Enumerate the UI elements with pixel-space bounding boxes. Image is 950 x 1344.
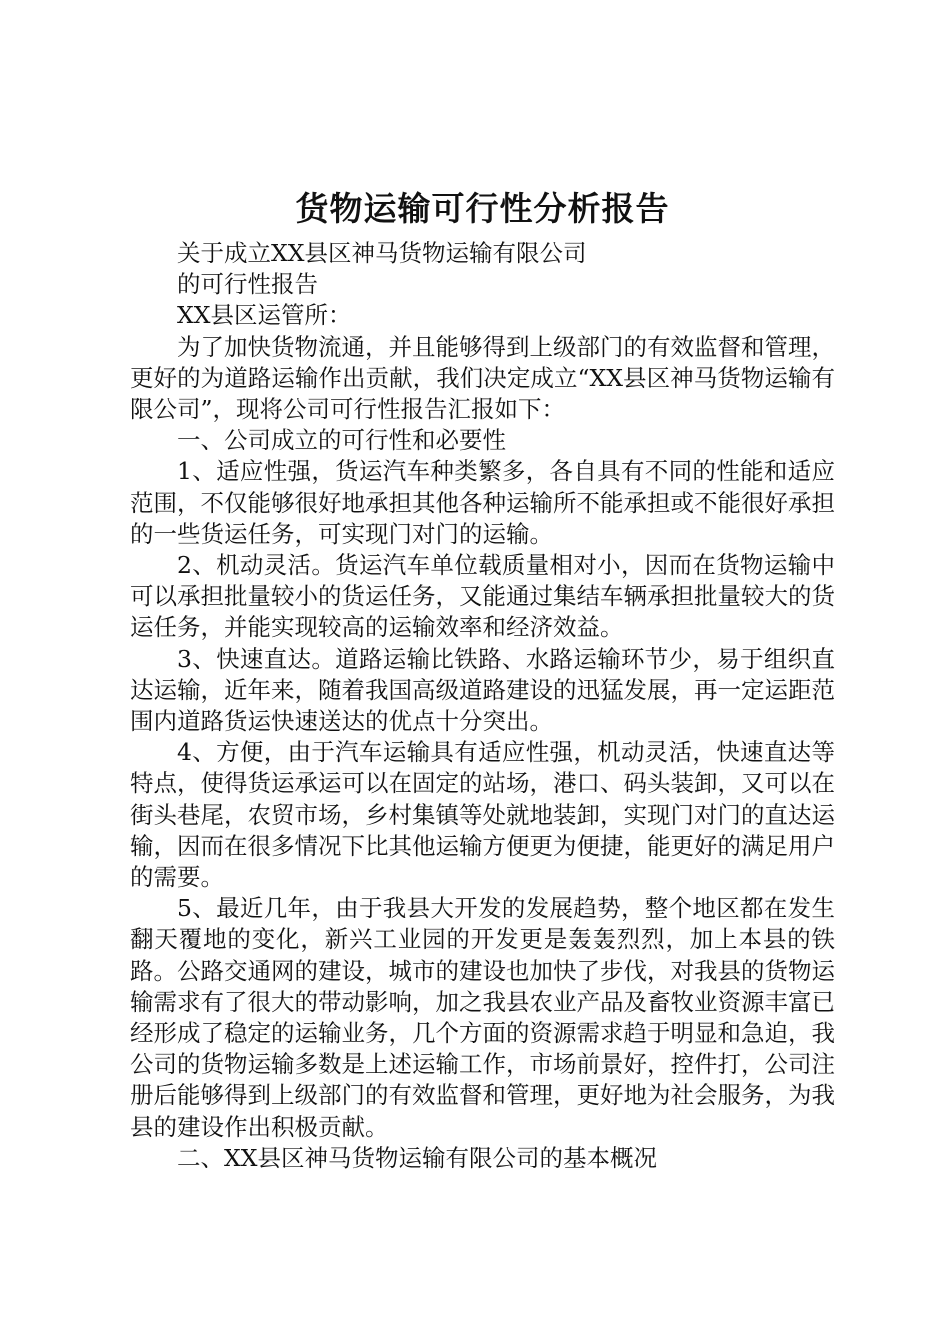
section-heading-2: 二、XX县区神马货物运输有限公司的基本概况 <box>177 1143 657 1172</box>
point-5-paragraph: 5、最近几年，由于我县大开发的发展趋势，整个地区都在发生翻天覆地的变化，新兴工业园的开发更是轰轰烈烈，加上本县的铁路。公路交通网的建设，城市的建设也加快了步伐，对我县的货物运输需求有了很大的带动影响，加之我县农业产品及畜牧业资源丰富已经形成了稳定的运输业务，几个方面的资源需求趋于明显和急迫，我公司的货物运输多数是上述运输工作，市场前景好，控件打，公司注册后能够得到上级部门的有效监督和管理，更好地为社会服务，为我县的建设作出积极贡献。 <box>130 894 835 1141</box>
point-1-paragraph: 1、适应性强，货运汽车种类繁多，各自具有不同的性能和适应范围，不仅能够很好地承担其他各种运输所不能承担或不能很好承担的一些货运任务，可实现门对门的运输。 <box>130 457 835 548</box>
document-title: 货物运输可行性分析报告 <box>295 189 670 228</box>
point-2-paragraph: 2、机动灵活。货运汽车单位载质量相对小，因而在货物运输中可以承担批量较小的货运任务，又能通过集结车辆承担批量较大的货运任务，并能实现较高的运输效率和经济效益。 <box>130 551 835 642</box>
section-heading-1: 一、公司成立的可行性和必要性 <box>177 426 506 455</box>
point-3-paragraph: 3、快速直达。道路运输比铁路、水路运输环节少，易于组织直达运输，近年来，随着我国高级道路建设的迅猛发展，再一定运距范围内道路货运快速送达的优点十分突出。 <box>130 644 835 736</box>
subtitle-line-1: 关于成立XX县区神马货物运输有限公司 <box>177 239 587 267</box>
document-page <box>130 186 835 1174</box>
addressee: XX县区运管所： <box>177 301 352 330</box>
subtitle-line-2: 的可行性报告 <box>177 270 318 299</box>
point-4-paragraph: 4、方便，由于汽车运输具有适应性强，机动灵活，快速直达等特点，使得货运承运可以在固定的站场，港口、码头装卸，又可以在街头巷尾，农贸市场，乡村集镇等处就地装卸，实现门对门的直达运输，因而在很多情况下比其他运输方便更为便捷，能更好的满足用户的需要。 <box>130 738 835 892</box>
intro-paragraph: 为了加快货物流通，并且能够得到上级部门的有效监督和管理，更好的为道路运输作出贡献，我们决定成立“XX县区神马货物运输有限公司”，现将公司可行性报告汇报如下： <box>130 332 835 424</box>
